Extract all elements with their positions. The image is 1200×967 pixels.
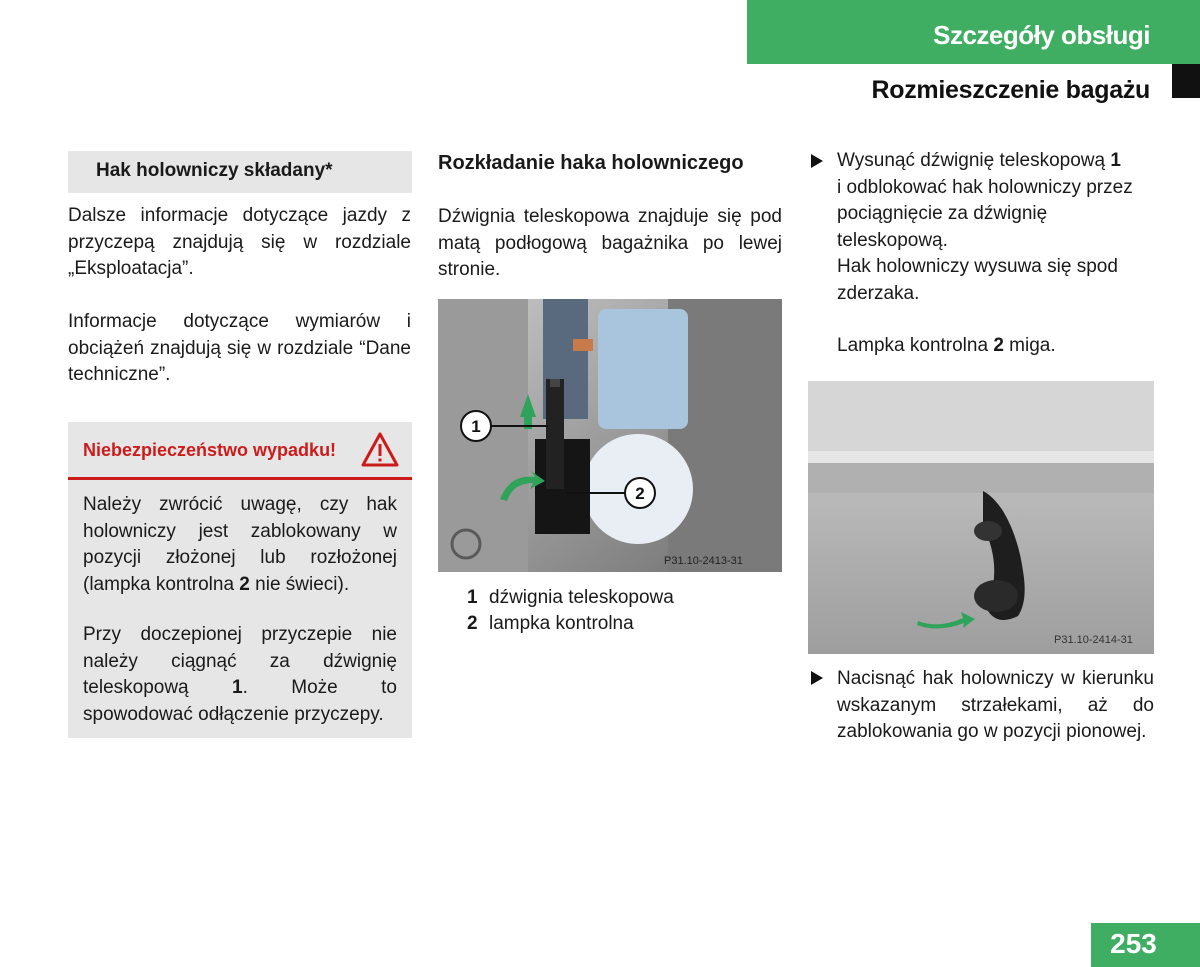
warning-title: Niebezpieczeństwo wypadku! <box>83 440 337 460</box>
lever-location-paragraph: Dźwignia teleskopowa znajduje się pod matą podłogową bagażnika po lewej stronie. <box>438 206 782 280</box>
callout-1: 1 <box>471 417 481 436</box>
step-1-text: Wysunąć dźwignię teleskopową 1 i odblokować hak holowniczy przez pociągnięcie za dźwignię teleskopową. <box>837 150 1133 251</box>
figure-code: P31.10-2413-31 <box>664 555 743 567</box>
column-heading: Rozkładanie haka holowniczego <box>438 152 744 174</box>
lever-photo-illustration <box>438 299 782 572</box>
warning-triangle-icon <box>360 431 400 469</box>
legend-item: 1 dźwignia teleskopowa <box>467 587 674 608</box>
step-bullet-icon <box>810 153 824 169</box>
chapter-tab-marker <box>1172 64 1200 98</box>
warning-paragraph-2: Przy doczepionej przyczepie nie należy ciągnąć za dźwignię teleskopową 1. Może to spowodować odłączenie przyczepy. <box>83 624 397 725</box>
step-bullet-icon <box>810 670 824 686</box>
intro-paragraph-1: Dalsze informacje dotyczące jazdy z przyczepą znajdują się w rozdziale „Eksploatacja”. <box>68 205 411 279</box>
callout-2: 2 <box>635 484 645 503</box>
section-title: Szczegóły obsługi <box>933 20 1150 50</box>
result-2-text: Lampka kontrolna 2 miga. <box>837 335 1056 356</box>
subsection-title: Rozmieszczenie bagażu <box>871 76 1150 104</box>
lever-photo <box>438 299 782 572</box>
subsection-heading: Hak holowniczy składany* <box>96 160 333 181</box>
hook-photo-illustration <box>808 381 1154 654</box>
figure-code: P31.10-2414-31 <box>1054 634 1133 646</box>
intro-paragraph-2: Informacje dotyczące wymiarów i obciążeń znajdują się w rozdziale “Dane techniczne”. <box>68 311 411 385</box>
hook-photo <box>808 381 1154 654</box>
step-2-text: Nacisnąć hak holowniczy w kierunku wskazanym strzałekami, aż do zablokowania go w pozycji pionowej. <box>837 668 1154 742</box>
warning-paragraph-1: Należy zwrócić uwagę, czy hak holowniczy jest zablokowany w pozycji złożonej lub rozłożonej (lampka kontrolna 2 nie świeci). <box>83 494 397 595</box>
result-1-text: Hak holowniczy wysuwa się spod zderzaka. <box>837 256 1118 304</box>
legend-item: 2 lampka kontrolna <box>467 613 634 634</box>
page-number: 253 <box>1110 928 1157 959</box>
